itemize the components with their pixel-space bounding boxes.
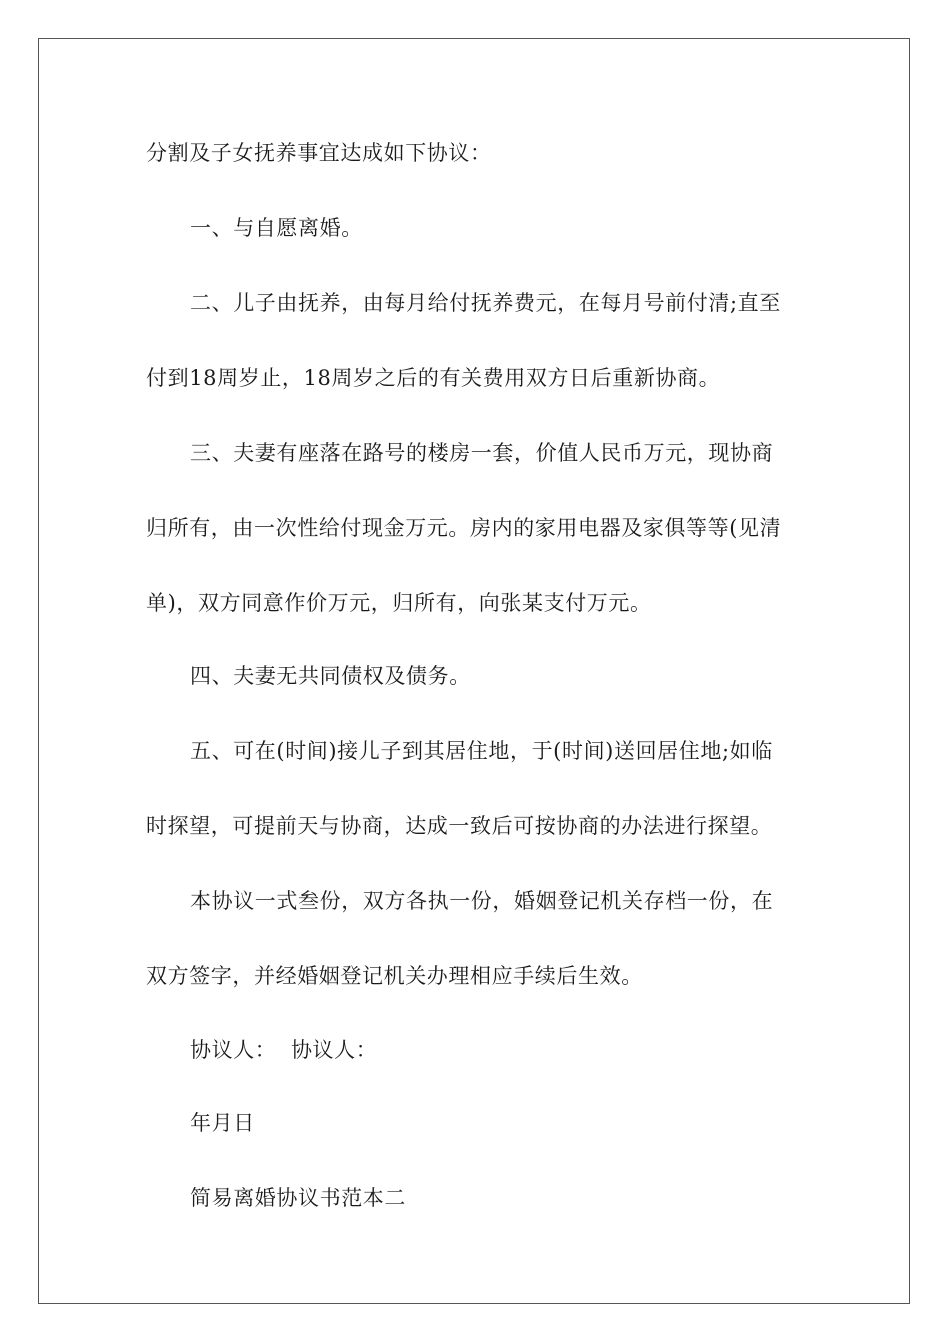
clause-2-line-2: 付到18周岁止，18周岁之后的有关费用双方日后重新协商。 <box>146 366 721 390</box>
clause-3-line-3: 单)，双方同意作价万元，归所有，向张某支付万元。 <box>146 591 652 615</box>
section-heading: 简易离婚协议书范本二 <box>190 1186 406 1210</box>
paragraph-line-1: 分割及子女抚养事宜达成如下协议： <box>146 141 492 165</box>
clause-5-line-1: 五、可在(时间)接儿子到其居住地，于(时间)送回居住地;如临 <box>190 739 773 763</box>
clause-3-line-2: 归所有，由一次性给付现金万元。房内的家用电器及家俱等等(见清 <box>146 516 782 540</box>
date-line: 年月日 <box>190 1111 255 1135</box>
signatories: 协议人： 协议人： <box>190 1038 378 1062</box>
closing-line-1: 本协议一式叁份，双方各执一份，婚姻登记机关存档一份，在 <box>190 889 774 913</box>
clause-1: 一、与自愿离婚。 <box>190 216 363 240</box>
clause-2-line-1: 二、儿子由抚养，由每月给付抚养费元，在每月号前付清;直至 <box>190 291 781 315</box>
clause-4: 四、夫妻无共同债权及债务。 <box>190 664 471 688</box>
clause-5-line-2: 时探望，可提前天与协商，达成一致后可按协商的办法进行探望。 <box>146 814 773 838</box>
clause-3-line-1: 三、夫妻有座落在路号的楼房一套，价值人民币万元，现协商 <box>190 441 774 465</box>
closing-line-2: 双方签字，并经婚姻登记机关办理相应手续后生效。 <box>146 964 643 988</box>
page-frame <box>38 38 910 1304</box>
